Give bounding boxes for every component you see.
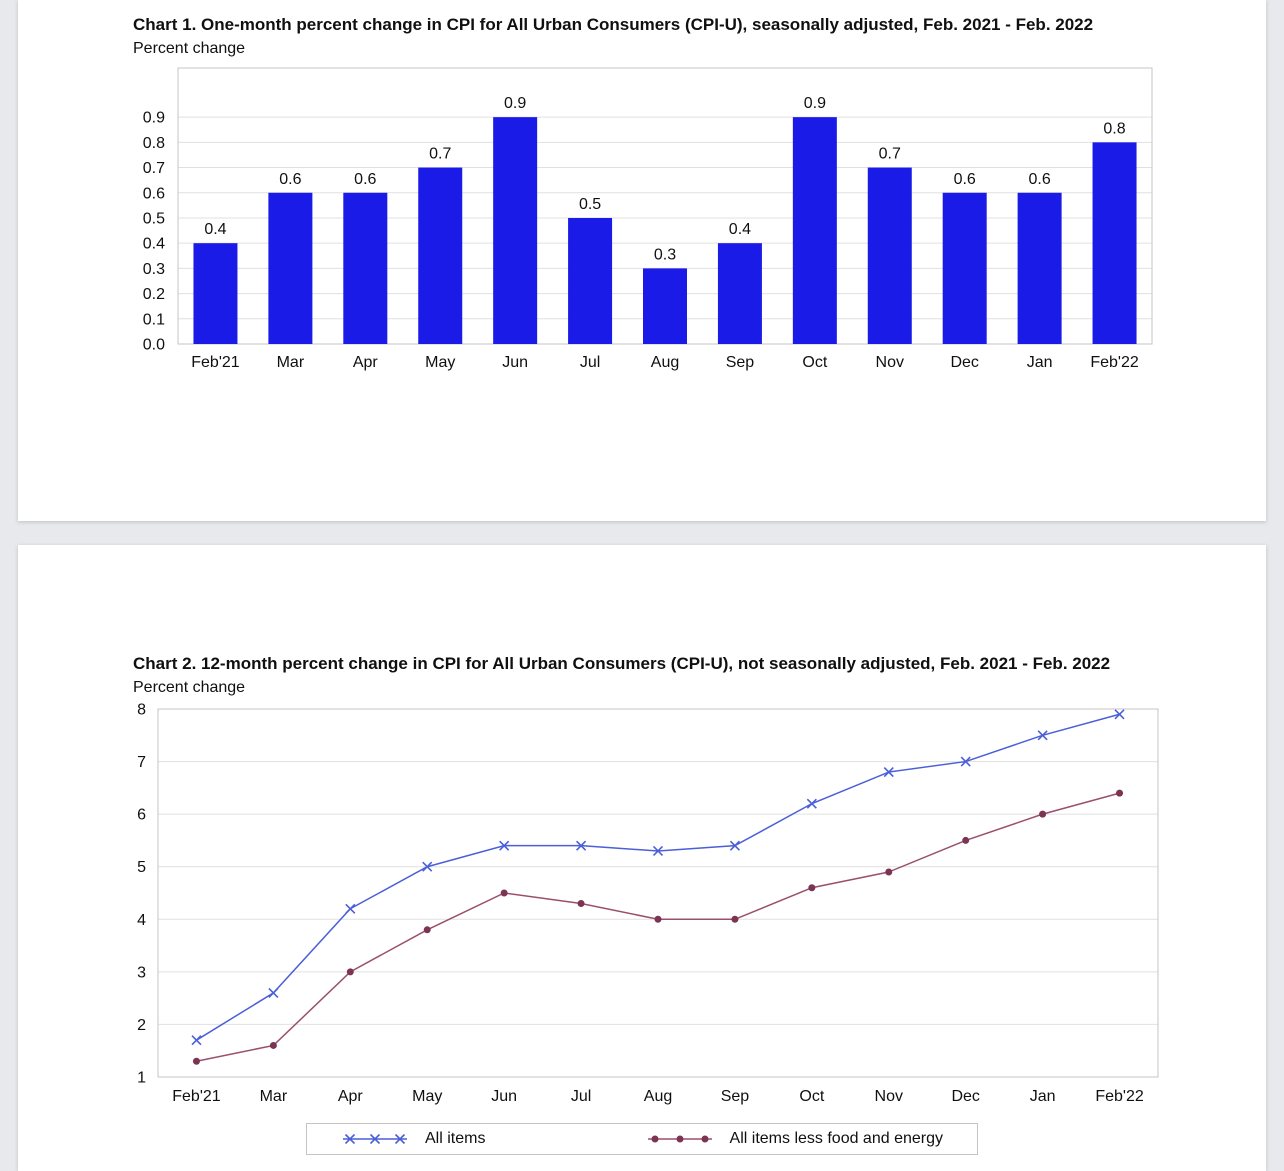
- chart2-title: Chart 2. 12-month percent change in CPI for All Urban Consumers (CPI-U), not seasonally adjusted, Feb. 2021 - Feb. 2022: [133, 654, 1111, 673]
- legend-label-all-items-less-food-energy: All items less food and energy: [729, 1130, 943, 1147]
- svg-text:0.5: 0.5: [142, 210, 165, 228]
- svg-text:7: 7: [137, 754, 146, 772]
- svg-text:Mar: Mar: [259, 1088, 288, 1105]
- svg-text:Jun: Jun: [491, 1088, 518, 1105]
- chart2-y-axis-caption: Percent change: [133, 679, 246, 696]
- svg-text:Jan: Jan: [1029, 1088, 1056, 1105]
- svg-text:3: 3: [137, 964, 146, 982]
- svg-text:8: 8: [137, 701, 146, 719]
- svg-text:Feb'21: Feb'21: [191, 354, 240, 371]
- svg-text:Sep: Sep: [725, 354, 755, 371]
- svg-text:0.3: 0.3: [653, 246, 677, 264]
- svg-text:0.8: 0.8: [142, 134, 165, 152]
- svg-text:0.1: 0.1: [142, 311, 165, 329]
- chart1-bar-chart: [18, 60, 1262, 382]
- svg-text:0.6: 0.6: [279, 170, 302, 188]
- svg-text:0.9: 0.9: [504, 95, 527, 113]
- svg-text:2: 2: [137, 1016, 146, 1034]
- svg-text:Nov: Nov: [874, 1088, 903, 1105]
- svg-text:0.4: 0.4: [142, 235, 165, 253]
- svg-text:0.8: 0.8: [1103, 120, 1126, 138]
- svg-text:Jul: Jul: [579, 354, 601, 371]
- svg-text:Apr: Apr: [337, 1088, 363, 1105]
- svg-text:May: May: [412, 1088, 443, 1105]
- svg-text:Feb'22: Feb'22: [1090, 354, 1139, 371]
- chart2-legend: [306, 1123, 978, 1155]
- less-food-energy-series-marker-icon: [646, 1130, 714, 1148]
- svg-text:1: 1: [137, 1069, 146, 1087]
- svg-text:Dec: Dec: [951, 1088, 980, 1105]
- svg-text:0.9: 0.9: [803, 95, 826, 113]
- all-items-series-marker-icon: [341, 1130, 409, 1148]
- svg-text:Feb'21: Feb'21: [172, 1088, 221, 1105]
- svg-text:0.7: 0.7: [142, 160, 165, 178]
- svg-text:Feb'22: Feb'22: [1095, 1088, 1144, 1105]
- svg-text:0.4: 0.4: [728, 221, 752, 239]
- svg-text:0.6: 0.6: [1028, 170, 1051, 188]
- svg-text:Sep: Sep: [720, 1088, 750, 1105]
- chart1-panel: [18, 0, 1266, 521]
- chart1-title: Chart 1. One-month percent change in CPI for All Urban Consumers (CPI-U), seasonally adjusted, Feb. 2021 - Feb. 2022: [133, 15, 1094, 34]
- svg-text:0.4: 0.4: [204, 221, 227, 239]
- svg-text:Aug: Aug: [650, 354, 680, 371]
- svg-text:5: 5: [137, 859, 146, 877]
- svg-text:0.7: 0.7: [429, 145, 452, 163]
- legend-label-all-items: All items: [425, 1130, 486, 1147]
- svg-text:0.9: 0.9: [142, 109, 165, 127]
- svg-text:0.5: 0.5: [578, 195, 602, 213]
- svg-text:Oct: Oct: [799, 1088, 825, 1105]
- svg-text:6: 6: [137, 806, 146, 824]
- svg-text:Nov: Nov: [875, 354, 904, 371]
- legend-item-all-items-less-food-energy: [646, 1130, 943, 1148]
- svg-text:0.7: 0.7: [878, 145, 901, 163]
- svg-text:0.2: 0.2: [142, 286, 165, 304]
- svg-text:Apr: Apr: [352, 354, 378, 371]
- svg-text:Jan: Jan: [1026, 354, 1053, 371]
- svg-text:Jul: Jul: [570, 1088, 592, 1105]
- legend-item-all-items: [341, 1130, 485, 1148]
- svg-text:May: May: [425, 354, 456, 371]
- chart1-y-axis-caption: Percent change: [133, 40, 246, 57]
- svg-text:4: 4: [137, 911, 146, 929]
- svg-text:0.6: 0.6: [354, 170, 377, 188]
- svg-text:Mar: Mar: [276, 354, 305, 371]
- svg-text:0.0: 0.0: [142, 336, 165, 354]
- svg-text:Aug: Aug: [643, 1088, 673, 1105]
- svg-text:Oct: Oct: [802, 354, 828, 371]
- svg-text:Jun: Jun: [502, 354, 529, 371]
- svg-text:0.6: 0.6: [953, 170, 976, 188]
- svg-text:0.3: 0.3: [142, 260, 165, 278]
- svg-text:Dec: Dec: [950, 354, 979, 371]
- chart2-panel: [18, 545, 1266, 1171]
- chart2-line-chart: [18, 699, 1262, 1109]
- svg-text:0.6: 0.6: [142, 185, 165, 203]
